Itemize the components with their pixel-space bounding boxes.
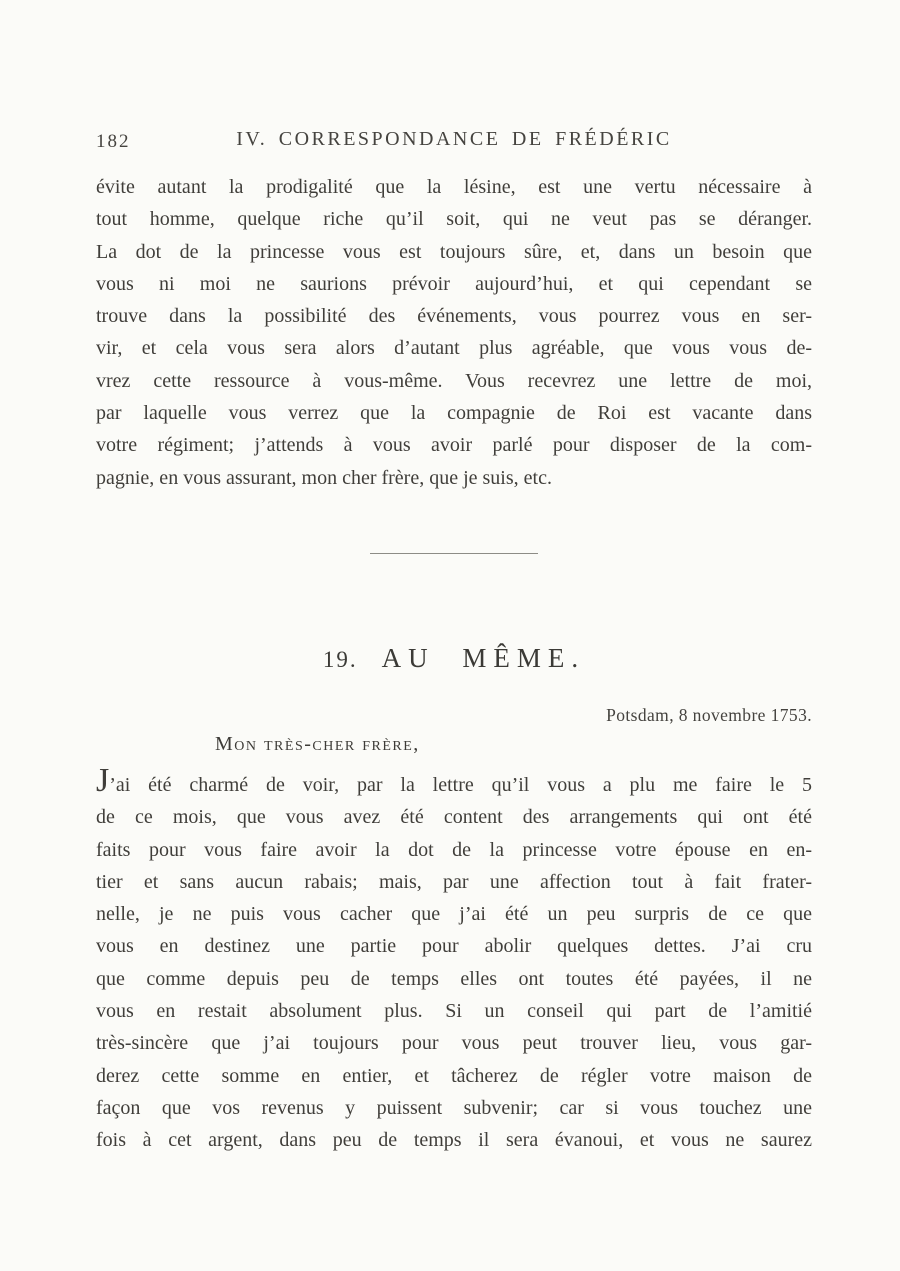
- section-divider-rule: [370, 553, 538, 554]
- text-line: vir, et cela vous sera alors d’autant plus agréable, que vous vous de-: [96, 337, 812, 360]
- letter-number: 19.: [322, 647, 358, 672]
- initial-capital: J: [96, 762, 110, 799]
- text-line: vrez cette ressource à vous-même. Vous recevrez une lettre de moi,: [96, 369, 812, 392]
- text-line: par laquelle vous verrez que la compagnie de Roi est vacante dans: [96, 402, 812, 425]
- letter-title: AU MÊME.: [381, 643, 586, 673]
- text-line: votre régiment; j’attends à vous avoir parlé pour disposer de la com-: [96, 434, 812, 457]
- text-line: fois à cet argent, dans peu de temps il sera évanoui, et vous ne saurez: [96, 1129, 812, 1152]
- letter-body-paragraph: [96, 762, 812, 1157]
- continuation-paragraph: [96, 171, 812, 494]
- text-line: très-sincère que j’ai toujours pour vous peut trouver lieu, vous gar-: [96, 1032, 812, 1055]
- text-line: faits pour vous faire avoir la dot de la princesse votre épouse en en-: [96, 838, 812, 861]
- text-line: que comme depuis peu de temps elles ont toutes été payées, il ne: [96, 967, 812, 990]
- text-line: vous en destinez une partie pour abolir quelques dettes. J’ai cru: [96, 935, 812, 958]
- page-number: 182: [96, 131, 131, 152]
- text-line: trouve dans la possibilité des événements, vous pourrez vous en ser-: [96, 305, 812, 328]
- text-line: tout homme, quelque riche qu’il soit, qui ne veut pas se déranger.: [96, 208, 812, 231]
- first-line-text: ’ai été charmé de voir, par la lettre qu’il vous a plu me faire le 5: [109, 774, 812, 796]
- running-head: [96, 128, 812, 156]
- letter-lines: [96, 801, 812, 1156]
- salutation: Mon très-cher frère,: [215, 733, 420, 755]
- continuation-last-line: pagnie, en vous assurant, mon cher frère, que je suis, etc.: [96, 466, 552, 489]
- text-line: vous ni moi ne saurions prévoir aujourd’hui, et qui cependant se: [96, 272, 812, 295]
- text-line: derez cette somme en entier, et tâcherez de régler votre maison de: [96, 1064, 812, 1087]
- running-title: IV. CORRESPONDANCE DE FRÉDÉRIC: [236, 128, 672, 150]
- text-line: nelle, je ne puis vous cacher que j’ai été un peu surpris de ce que: [96, 903, 812, 926]
- letter-heading: [96, 643, 812, 674]
- text-line: de ce mois, que vous avez été content des arrangements qui ont été: [96, 806, 812, 829]
- text-line: évite autant la prodigalité que la lésine, est une vertu nécessaire à: [96, 176, 812, 198]
- text-line: vous en restait absolument plus. Si un conseil qui part de l’amitié: [96, 1000, 812, 1023]
- text-line: La dot de la princesse vous est toujours sûre, et, dans un besoin que: [96, 240, 812, 263]
- text-line: façon que vos revenus y puissent subvenir; car si vous touchez une: [96, 1096, 812, 1119]
- letter-first-line: [96, 762, 812, 801]
- continuation-lines: [96, 171, 812, 462]
- dateline: Potsdam, 8 novembre 1753.: [606, 705, 812, 725]
- text-line: tier et sans aucun rabais; mais, par une affection tout à fait frater-: [96, 870, 812, 893]
